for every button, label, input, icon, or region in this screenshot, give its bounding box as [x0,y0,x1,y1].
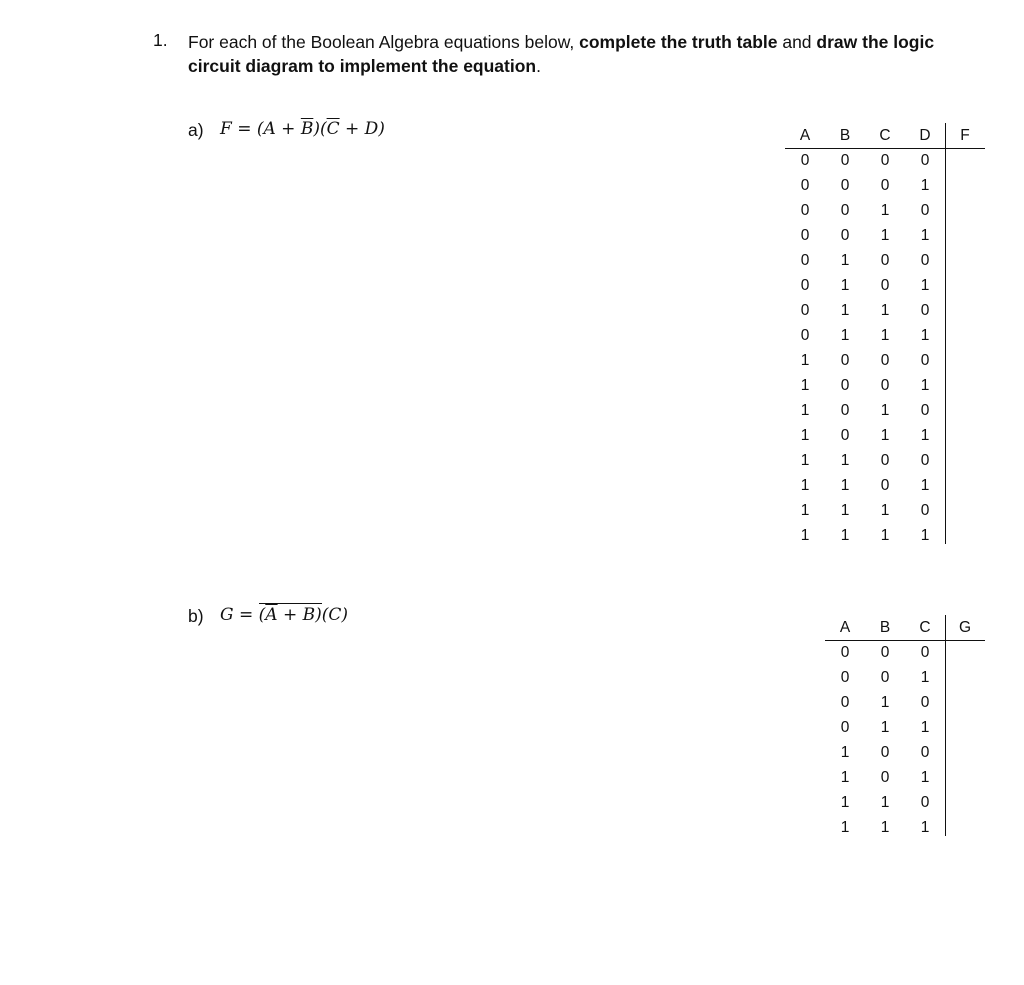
part-a-label: a) [188,120,204,140]
table-a-cell: 1 [920,277,930,294]
table-a-cell: 0 [880,152,890,169]
eq-b-a-complement: $\overline{A}$ [265,605,278,625]
table-a-cell: 1 [920,377,930,394]
eq-b-equals: = [239,605,254,625]
table-a-cell: 0 [800,202,810,219]
table-a-header-d: D [919,127,931,144]
table-a-cell: 1 [840,477,850,494]
table-a-cell: 0 [920,402,930,419]
table-a-cell: 1 [920,327,930,344]
table-b-cell: 1 [840,794,850,811]
table-b-cell: 1 [920,719,930,736]
table-a-cell: 0 [880,452,890,469]
table-a-header-divider [785,148,985,149]
table-a-cell: 1 [840,452,850,469]
table-b-cell: 0 [840,719,850,736]
table-a-cell: 0 [800,327,810,344]
table-a-cell: 0 [840,202,850,219]
table-a-cell: 1 [920,477,930,494]
table-a-cell: 0 [800,302,810,319]
question-text-part: For each of the Boolean Algebra equations below, [188,32,580,52]
table-b-cell: 0 [840,669,850,686]
table-b-cell: 1 [880,819,890,836]
table-a-header-b: B [839,127,851,144]
table-b-cell: 1 [840,769,850,786]
table-a-cell: 0 [880,252,890,269]
table-a-cell: 1 [920,177,930,194]
table-a-cell: 1 [880,202,890,219]
question-text-bold: draw the logic circuit diagram to implement the equation [188,32,935,76]
question-number: 1. [153,30,168,50]
eq-a-equals: = [237,119,252,139]
eq-b-overbar-group [259,603,322,625]
table-a-cell: 0 [920,352,930,369]
table-b-cell: 1 [880,719,890,736]
question-text-part: and [777,32,817,52]
table-a-cell: 1 [800,352,810,369]
table-a-cell: 0 [800,227,810,244]
eq-a-part2: )( [313,119,327,139]
table-a-cell: 0 [800,277,810,294]
eq-a-lhs: F [220,119,232,139]
table-a-cell: 0 [920,452,930,469]
table-a-cell: 1 [800,527,810,544]
table-b-header-output: G [958,619,972,636]
table-b-header-b: B [879,619,891,636]
question-text [188,30,988,78]
table-a-cell: 1 [840,327,850,344]
table-a-cell: 1 [920,227,930,244]
table-b-cell: 0 [920,694,930,711]
table-b-cell: 1 [920,669,930,686]
table-b-cell: 0 [880,644,890,661]
table-a-header-a: A [799,127,811,144]
table-b-cell: 0 [880,744,890,761]
table-a-cell: 0 [800,177,810,194]
table-a-cell: 1 [800,427,810,444]
table-a-cell: 0 [840,177,850,194]
table-a-cell: 0 [880,177,890,194]
eq-a-b-complement: $\overline{B}$ [300,119,314,139]
table-a-cell: 0 [840,352,850,369]
table-a-cell: 1 [880,227,890,244]
table-a-cell: 1 [840,252,850,269]
table-a-cell: 0 [840,402,850,419]
table-a-cell: 1 [880,527,890,544]
table-a-cell: 0 [920,202,930,219]
table-a-cell: 0 [880,352,890,369]
table-b-header-divider [825,640,985,641]
table-a-cell: 1 [840,302,850,319]
table-a-cell: 1 [800,452,810,469]
table-a-cell: 0 [880,477,890,494]
table-a-cell: 1 [880,402,890,419]
table-b-cell: 1 [880,794,890,811]
table-a-cell: 0 [880,377,890,394]
eq-b-lhs: G [220,605,234,625]
table-a-cell: 1 [920,527,930,544]
table-b-cell: 1 [840,819,850,836]
table-a-output-divider [945,123,946,544]
table-b-header-a: A [839,619,851,636]
table-a-header-output: F [960,127,970,144]
table-a-cell: 0 [800,252,810,269]
table-b-cell: 0 [880,769,890,786]
table-a-cell: 1 [800,477,810,494]
table-a-cell: 0 [880,277,890,294]
table-a-header-c: C [879,127,891,144]
table-b-cell: 1 [920,819,930,836]
table-b-cell: 0 [840,644,850,661]
question-text-part: . [536,56,541,76]
part-b-equation [220,605,348,625]
table-a-cell: 1 [920,427,930,444]
table-a-cell: 0 [840,152,850,169]
table-b-cell: 1 [880,694,890,711]
table-b-output-divider [945,615,946,836]
part-b-label: b) [188,606,204,626]
eq-a-part3: + D) [339,119,385,139]
table-a-cell: 1 [880,302,890,319]
eq-a-part1: (A + [256,119,301,139]
table-a-cell: 0 [920,302,930,319]
table-b-cell: 1 [840,744,850,761]
table-a-cell: 1 [840,527,850,544]
table-a-cell: 0 [800,152,810,169]
table-b-cell: 0 [920,744,930,761]
table-a-cell: 0 [920,252,930,269]
table-b-cell: 0 [920,794,930,811]
eq-b-tail: (C) [321,605,349,625]
part-a-equation [220,119,385,139]
table-a-cell: 0 [840,377,850,394]
table-a-cell: 0 [920,502,930,519]
table-a-cell: 1 [880,327,890,344]
table-a-cell: 0 [920,152,930,169]
table-a-cell: 1 [840,277,850,294]
table-a-cell: 1 [880,427,890,444]
eq-b-rest: + B) [277,605,322,625]
table-b-cell: 0 [920,644,930,661]
table-b-cell: 0 [880,669,890,686]
eq-b-open: ( [258,605,266,625]
table-a-cell: 0 [840,227,850,244]
table-a-cell: 1 [800,402,810,419]
table-a-cell: 1 [800,502,810,519]
question-text-bold: complete the truth table [579,32,778,52]
table-b-header-c: C [919,619,931,636]
table-a-cell: 1 [800,377,810,394]
table-b-cell: 1 [920,769,930,786]
table-a-cell: 0 [840,427,850,444]
table-a-cell: 1 [840,502,850,519]
eq-a-c-complement: $\overline{C}$ [326,119,340,139]
table-b-cell: 0 [840,694,850,711]
table-a-cell: 1 [880,502,890,519]
